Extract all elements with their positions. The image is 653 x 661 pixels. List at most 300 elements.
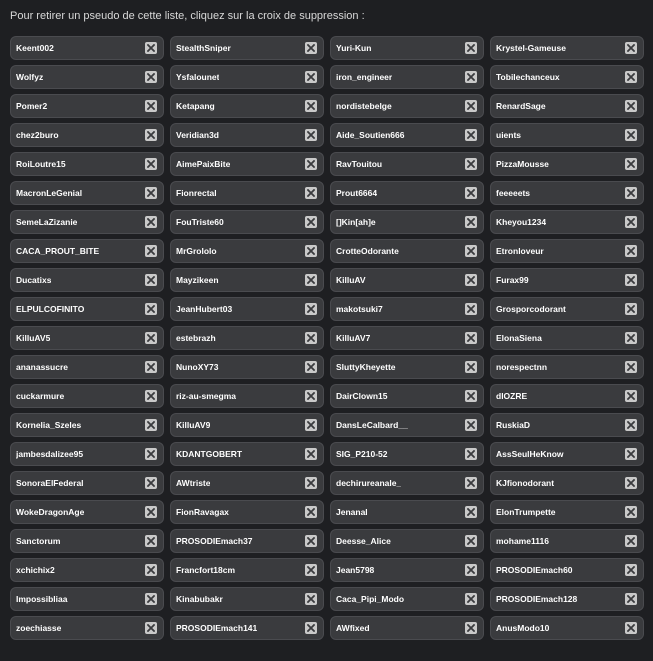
remove-pseudo-button[interactable] xyxy=(305,129,317,141)
pseudo-chip xyxy=(10,413,164,437)
pseudo-label: uients xyxy=(496,130,522,140)
pseudo-chip xyxy=(170,587,324,611)
pseudo-chip xyxy=(330,210,484,234)
remove-pseudo-button[interactable] xyxy=(625,158,637,170)
remove-pseudo-button[interactable] xyxy=(145,535,157,547)
remove-pseudo-button[interactable] xyxy=(625,361,637,373)
pseudo-chip xyxy=(330,616,484,640)
pseudo-label: Furax99 xyxy=(496,275,529,285)
remove-pseudo-button[interactable] xyxy=(305,564,317,576)
remove-pseudo-button[interactable] xyxy=(625,477,637,489)
remove-pseudo-button[interactable] xyxy=(145,42,157,54)
pseudo-label: MacronLeGenial xyxy=(16,188,83,198)
pseudo-label: Veridian3d xyxy=(176,130,219,140)
remove-pseudo-button[interactable] xyxy=(305,100,317,112)
pseudo-label: cuckarmure xyxy=(16,391,65,401)
close-icon xyxy=(147,334,155,342)
pseudo-label: Ketapang xyxy=(176,101,215,111)
remove-pseudo-button[interactable] xyxy=(465,158,477,170)
remove-pseudo-button[interactable] xyxy=(625,448,637,460)
close-icon xyxy=(147,595,155,603)
close-icon xyxy=(627,44,635,52)
remove-pseudo-button[interactable] xyxy=(625,129,637,141)
close-icon xyxy=(307,537,315,545)
remove-pseudo-button[interactable] xyxy=(465,361,477,373)
pseudo-chip xyxy=(170,529,324,553)
remove-pseudo-button[interactable] xyxy=(465,332,477,344)
pseudo-label: AWfixed xyxy=(336,623,370,633)
close-icon xyxy=(307,247,315,255)
close-icon xyxy=(627,595,635,603)
remove-pseudo-button[interactable] xyxy=(145,187,157,199)
pseudo-label: Jean5798 xyxy=(336,565,375,575)
remove-pseudo-button[interactable] xyxy=(145,564,157,576)
pseudo-label: mohame1116 xyxy=(496,536,549,546)
close-icon xyxy=(147,102,155,110)
close-icon xyxy=(627,421,635,429)
pseudo-chip xyxy=(170,94,324,118)
pseudo-chip xyxy=(330,65,484,89)
remove-pseudo-button[interactable] xyxy=(465,593,477,605)
pseudo-label: SonoraElFederal xyxy=(16,478,84,488)
close-icon xyxy=(627,392,635,400)
close-icon xyxy=(627,131,635,139)
pseudo-chip xyxy=(330,413,484,437)
pseudo-label: Ducatixs xyxy=(16,275,52,285)
pseudo-chip xyxy=(10,297,164,321)
remove-pseudo-button[interactable] xyxy=(305,361,317,373)
pseudo-label: Pomer2 xyxy=(16,101,48,111)
pseudo-label: RoiLoutre15 xyxy=(16,159,66,169)
remove-pseudo-button[interactable] xyxy=(305,187,317,199)
remove-pseudo-button[interactable] xyxy=(145,419,157,431)
pseudo-chip xyxy=(10,152,164,176)
close-icon xyxy=(627,450,635,458)
pseudo-label: xchichix2 xyxy=(16,565,55,575)
pseudo-chip xyxy=(490,36,644,60)
close-icon xyxy=(307,363,315,371)
remove-pseudo-button[interactable] xyxy=(465,245,477,257)
close-icon xyxy=(147,392,155,400)
pseudo-label: Ysfalounet xyxy=(176,72,220,82)
pseudo-chip xyxy=(170,152,324,176)
remove-pseudo-button[interactable] xyxy=(465,506,477,518)
remove-pseudo-button[interactable] xyxy=(625,274,637,286)
remove-pseudo-button[interactable] xyxy=(305,390,317,402)
pseudo-label: Jenanal xyxy=(336,507,368,517)
pseudo-label: DairClown15 xyxy=(336,391,388,401)
pseudo-chip xyxy=(10,471,164,495)
close-icon xyxy=(467,131,475,139)
pseudo-label: PROSODIEmach141 xyxy=(176,623,258,633)
close-icon xyxy=(467,73,475,81)
remove-pseudo-button[interactable] xyxy=(625,216,637,228)
close-icon xyxy=(467,624,475,632)
pseudo-chip xyxy=(490,268,644,292)
remove-pseudo-button[interactable] xyxy=(305,71,317,83)
close-icon xyxy=(307,276,315,284)
remove-pseudo-button[interactable] xyxy=(465,390,477,402)
pseudo-chip xyxy=(170,268,324,292)
remove-pseudo-button[interactable] xyxy=(305,332,317,344)
close-icon xyxy=(627,102,635,110)
pseudo-chip xyxy=(10,94,164,118)
close-icon xyxy=(467,305,475,313)
pseudo-label: PROSODIEmach60 xyxy=(496,565,573,575)
pseudo-label: Fionrectal xyxy=(176,188,217,198)
pseudo-label: makotsuki7 xyxy=(336,304,383,314)
instruction-text: Pour retirer un pseudo de cette liste, cliquez sur la croix de suppression : xyxy=(10,10,365,22)
pseudo-chip xyxy=(490,442,644,466)
pseudo-label: KilluAV5 xyxy=(16,333,51,343)
pseudo-chip xyxy=(490,65,644,89)
remove-pseudo-button[interactable] xyxy=(305,622,317,634)
close-icon xyxy=(467,392,475,400)
pseudo-label: Kheyou1234 xyxy=(496,217,547,227)
close-icon xyxy=(307,131,315,139)
pseudo-label: Caca_Pipi_Modo xyxy=(336,594,405,604)
close-icon xyxy=(627,218,635,226)
close-icon xyxy=(307,305,315,313)
pseudo-chip xyxy=(10,587,164,611)
pseudo-chip xyxy=(10,239,164,263)
pseudo-grid xyxy=(10,36,643,640)
remove-pseudo-button[interactable] xyxy=(145,593,157,605)
pseudo-label: norespectnn xyxy=(496,362,548,372)
remove-pseudo-button[interactable] xyxy=(305,448,317,460)
remove-pseudo-button[interactable] xyxy=(465,71,477,83)
pseudo-label: Krystel-Gameuse xyxy=(496,43,566,53)
pseudo-label: Prout6664 xyxy=(336,188,378,198)
close-icon xyxy=(627,276,635,284)
pseudo-chip xyxy=(490,297,644,321)
remove-pseudo-button[interactable] xyxy=(465,419,477,431)
pseudo-label: Grosporcodorant xyxy=(496,304,566,314)
remove-pseudo-button[interactable] xyxy=(305,419,317,431)
pseudo-chip xyxy=(330,384,484,408)
close-icon xyxy=(467,508,475,516)
pseudo-label: RavTouitou xyxy=(336,159,383,169)
pseudo-chip xyxy=(330,442,484,466)
pseudo-chip xyxy=(330,268,484,292)
pseudo-chip xyxy=(330,36,484,60)
remove-pseudo-button[interactable] xyxy=(145,506,157,518)
remove-pseudo-button[interactable] xyxy=(305,477,317,489)
pseudo-label: SluttyKheyette xyxy=(336,362,396,372)
pseudo-chip xyxy=(330,239,484,263)
pseudo-chip xyxy=(10,355,164,379)
pseudo-label: FionRavagax xyxy=(176,507,229,517)
remove-pseudo-button[interactable] xyxy=(145,361,157,373)
close-icon xyxy=(147,218,155,226)
pseudo-chip xyxy=(170,239,324,263)
pseudo-label: Tobilechanceux xyxy=(496,72,560,82)
remove-pseudo-button[interactable] xyxy=(465,187,477,199)
remove-pseudo-button[interactable] xyxy=(625,535,637,547)
pseudo-label: []Kin[ah]e xyxy=(336,217,376,227)
pseudo-label: DansLeCalbard__ xyxy=(336,420,408,430)
close-icon xyxy=(627,363,635,371)
pseudo-chip xyxy=(170,181,324,205)
pseudo-chip xyxy=(10,384,164,408)
close-icon xyxy=(467,247,475,255)
pseudo-label: PROSODIEmach128 xyxy=(496,594,578,604)
pseudo-label: dechirureanale_ xyxy=(336,478,402,488)
remove-pseudo-button[interactable] xyxy=(145,622,157,634)
remove-pseudo-button[interactable] xyxy=(465,100,477,112)
pseudo-label: KDANTGOBERT xyxy=(176,449,243,459)
pseudo-label: ananassucre xyxy=(16,362,68,372)
pseudo-chip xyxy=(330,471,484,495)
pseudo-label: nordistebelge xyxy=(336,101,392,111)
close-icon xyxy=(467,566,475,574)
pseudo-chip xyxy=(170,36,324,60)
pseudo-chip xyxy=(330,529,484,553)
close-icon xyxy=(307,479,315,487)
remove-pseudo-button[interactable] xyxy=(625,506,637,518)
pseudo-chip xyxy=(330,558,484,582)
remove-pseudo-button[interactable] xyxy=(305,274,317,286)
pseudo-chip xyxy=(10,36,164,60)
pseudo-chip xyxy=(10,529,164,553)
pseudo-chip xyxy=(10,123,164,147)
pseudo-chip xyxy=(10,616,164,640)
close-icon xyxy=(147,73,155,81)
pseudo-label: Impossibliaa xyxy=(16,594,68,604)
pseudo-chip xyxy=(330,181,484,205)
pseudo-chip xyxy=(330,297,484,321)
pseudo-chip xyxy=(490,152,644,176)
close-icon xyxy=(147,160,155,168)
close-icon xyxy=(467,595,475,603)
pseudo-chip xyxy=(10,442,164,466)
remove-pseudo-button[interactable] xyxy=(465,303,477,315)
pseudo-chip xyxy=(170,500,324,524)
pseudo-label: ELPULCOFINITO xyxy=(16,304,85,314)
close-icon xyxy=(467,160,475,168)
pseudo-label: Wolfyz xyxy=(16,72,44,82)
pseudo-label: Aide_Soutien666 xyxy=(336,130,405,140)
pseudo-label: NunoXY73 xyxy=(176,362,219,372)
remove-pseudo-button[interactable] xyxy=(465,477,477,489)
remove-pseudo-button[interactable] xyxy=(465,448,477,460)
remove-pseudo-button[interactable] xyxy=(145,332,157,344)
remove-pseudo-button[interactable] xyxy=(145,274,157,286)
pseudo-label: RenardSage xyxy=(496,101,546,111)
pseudo-chip xyxy=(170,355,324,379)
remove-pseudo-button[interactable] xyxy=(465,216,477,228)
pseudo-chip xyxy=(170,326,324,350)
remove-pseudo-button[interactable] xyxy=(465,42,477,54)
close-icon xyxy=(307,508,315,516)
pseudo-chip xyxy=(490,413,644,437)
pseudo-label: Keent002 xyxy=(16,43,54,53)
remove-pseudo-button[interactable] xyxy=(625,71,637,83)
pseudo-chip xyxy=(330,326,484,350)
remove-pseudo-button[interactable] xyxy=(625,564,637,576)
pseudo-chip xyxy=(10,210,164,234)
remove-pseudo-button[interactable] xyxy=(465,274,477,286)
pseudo-label: Yuri-Kun xyxy=(336,43,372,53)
close-icon xyxy=(307,624,315,632)
pseudo-label: PROSODIEmach37 xyxy=(176,536,253,546)
remove-pseudo-button[interactable] xyxy=(305,303,317,315)
close-icon xyxy=(627,508,635,516)
remove-pseudo-button[interactable] xyxy=(145,216,157,228)
remove-pseudo-button[interactable] xyxy=(305,506,317,518)
pseudo-chip xyxy=(170,413,324,437)
remove-pseudo-button[interactable] xyxy=(145,129,157,141)
remove-pseudo-button[interactable] xyxy=(465,622,477,634)
close-icon xyxy=(147,305,155,313)
remove-pseudo-button[interactable] xyxy=(145,71,157,83)
close-icon xyxy=(147,189,155,197)
remove-pseudo-button[interactable] xyxy=(625,390,637,402)
pseudo-label: SemeLaZizanie xyxy=(16,217,78,227)
remove-pseudo-button[interactable] xyxy=(305,42,317,54)
pseudo-chip xyxy=(170,384,324,408)
remove-pseudo-button[interactable] xyxy=(305,245,317,257)
close-icon xyxy=(147,421,155,429)
pseudo-label: dlOZRE xyxy=(496,391,528,401)
close-icon xyxy=(467,102,475,110)
pseudo-label: estebrazh xyxy=(176,333,216,343)
close-icon xyxy=(307,102,315,110)
close-icon xyxy=(627,73,635,81)
remove-pseudo-button[interactable] xyxy=(625,332,637,344)
pseudo-chip xyxy=(490,239,644,263)
remove-pseudo-button[interactable] xyxy=(625,622,637,634)
pseudo-chip xyxy=(170,297,324,321)
pseudo-label: ElonTrumpette xyxy=(496,507,556,517)
pseudo-label: feeeeets xyxy=(496,188,531,198)
pseudo-label: AnusModo10 xyxy=(496,623,550,633)
pseudo-label: Mayzikeen xyxy=(176,275,219,285)
pseudo-chip xyxy=(10,181,164,205)
pseudo-chip xyxy=(490,181,644,205)
pseudo-chip xyxy=(10,65,164,89)
pseudo-chip xyxy=(490,558,644,582)
close-icon xyxy=(147,624,155,632)
close-icon xyxy=(627,624,635,632)
pseudo-chip xyxy=(330,587,484,611)
pseudo-label: KilluAV7 xyxy=(336,333,371,343)
close-icon xyxy=(147,479,155,487)
pseudo-label: Etronloveur xyxy=(496,246,544,256)
pseudo-label: Kornelia_Szeles xyxy=(16,420,82,430)
remove-pseudo-button[interactable] xyxy=(625,187,637,199)
pseudo-chip xyxy=(330,123,484,147)
pseudo-chip xyxy=(490,384,644,408)
pseudo-label: CrotteOdorante xyxy=(336,246,399,256)
pseudo-label: AssSeulHeKnow xyxy=(496,449,564,459)
pseudo-chip xyxy=(10,268,164,292)
pseudo-chip xyxy=(170,442,324,466)
close-icon xyxy=(467,276,475,284)
remove-pseudo-button[interactable] xyxy=(625,42,637,54)
close-icon xyxy=(307,595,315,603)
pseudo-chip xyxy=(490,529,644,553)
remove-pseudo-button[interactable] xyxy=(625,593,637,605)
remove-pseudo-button[interactable] xyxy=(305,216,317,228)
remove-pseudo-button[interactable] xyxy=(625,245,637,257)
pseudo-chip xyxy=(170,123,324,147)
pseudo-chip xyxy=(490,587,644,611)
close-icon xyxy=(307,160,315,168)
remove-pseudo-button[interactable] xyxy=(145,477,157,489)
close-icon xyxy=(307,566,315,574)
pseudo-label: jambesdalizee95 xyxy=(16,449,84,459)
pseudo-label: ElonaSiena xyxy=(496,333,542,343)
remove-pseudo-button[interactable] xyxy=(305,158,317,170)
pseudo-chip xyxy=(490,616,644,640)
pseudo-label: CACA_PROUT_BITE xyxy=(16,246,100,256)
pseudo-label: AimePaixBite xyxy=(176,159,231,169)
pseudo-chip xyxy=(170,616,324,640)
remove-pseudo-button[interactable] xyxy=(145,390,157,402)
remove-pseudo-button[interactable] xyxy=(145,158,157,170)
pseudo-label: SIG_P210-52 xyxy=(336,449,388,459)
pseudo-chip xyxy=(490,326,644,350)
close-icon xyxy=(467,44,475,52)
close-icon xyxy=(307,44,315,52)
remove-pseudo-button[interactable] xyxy=(145,303,157,315)
remove-pseudo-button[interactable] xyxy=(145,245,157,257)
close-icon xyxy=(627,305,635,313)
close-icon xyxy=(467,450,475,458)
remove-pseudo-button[interactable] xyxy=(625,100,637,112)
remove-pseudo-button[interactable] xyxy=(145,448,157,460)
pseudo-chip xyxy=(10,500,164,524)
pseudo-label: Sanctorum xyxy=(16,536,61,546)
pseudo-label: AWtriste xyxy=(176,478,211,488)
close-icon xyxy=(147,276,155,284)
close-icon xyxy=(147,508,155,516)
pseudo-label: FouTriste60 xyxy=(176,217,224,227)
close-icon xyxy=(627,160,635,168)
pseudo-label: PizzaMousse xyxy=(496,159,549,169)
pseudo-label: RuskiaD xyxy=(496,420,531,430)
remove-pseudo-button[interactable] xyxy=(465,564,477,576)
close-icon xyxy=(467,479,475,487)
close-icon xyxy=(307,450,315,458)
pseudo-chip xyxy=(490,471,644,495)
remove-pseudo-button[interactable] xyxy=(625,419,637,431)
close-icon xyxy=(147,131,155,139)
close-icon xyxy=(307,73,315,81)
remove-pseudo-button[interactable] xyxy=(465,535,477,547)
pseudo-label: JeanHubert03 xyxy=(176,304,233,314)
pseudo-chip xyxy=(330,94,484,118)
remove-pseudo-button[interactable] xyxy=(145,100,157,112)
close-icon xyxy=(147,247,155,255)
remove-pseudo-button[interactable] xyxy=(305,593,317,605)
pseudo-label: Deesse_Alice xyxy=(336,536,391,546)
pseudo-chip xyxy=(170,210,324,234)
close-icon xyxy=(627,566,635,574)
pseudo-chip xyxy=(170,558,324,582)
pseudo-chip xyxy=(10,326,164,350)
close-icon xyxy=(467,218,475,226)
close-icon xyxy=(467,537,475,545)
remove-pseudo-button[interactable] xyxy=(305,535,317,547)
remove-pseudo-button[interactable] xyxy=(625,303,637,315)
pseudo-chip xyxy=(170,471,324,495)
pseudo-label: Francfort18cm xyxy=(176,565,236,575)
remove-pseudo-button[interactable] xyxy=(465,129,477,141)
close-icon xyxy=(467,334,475,342)
pseudo-chip xyxy=(490,210,644,234)
